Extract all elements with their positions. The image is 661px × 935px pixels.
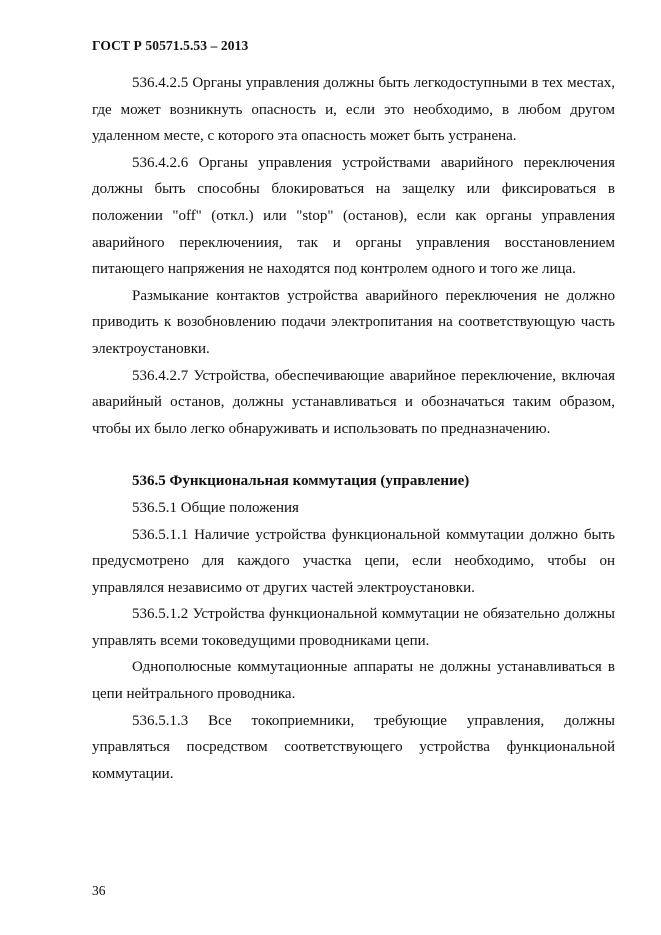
paragraph-536-5-1: 536.5.1 Общие положения — [132, 499, 299, 516]
paragraph-536-5-1-3: 536.5.1.3 Все токоприемники, требующие управления, должны управляться посредством соответствующего устройства функциональной коммутации. — [92, 712, 615, 782]
paragraph-single-pole: Однополюсные коммутационные аппараты не должны устанавливаться в цепи нейтрального проводника. — [92, 659, 615, 703]
page-number: 36 — [92, 883, 106, 898]
paragraph-536-4-2-7: 536.4.2.7 Устройства, обеспечивающие аварийное переключение, включая аварийный останов, должны устанавливаться и обозначаться таким образом, чтобы их было легко обнаруживать и использовать по предназначению. — [92, 367, 615, 437]
paragraph-536-5-1-2: 536.5.1.2 Устройства функциональной коммутации не обязательно должны управлять всеми токоведущими проводниками цепи. — [92, 606, 615, 649]
paragraph-536-5-1-1: 536.5.1.1 Наличие устройства функциональной коммутации должно быть предусмотрено для каждого участка цепи, если необходимо, чтобы он управлялся независимо от других частей электроустановки. — [92, 526, 615, 596]
paragraph-536-4-2-6: 536.4.2.6 Органы управления устройствами аварийного переключения должны быть способны блокироваться на защелку или фиксироваться в положении "off" (откл.) или "stop" (останов), если как органы управления аварийного переключениия, так и органы управления восстановлением питающего напряжения не находятся под контролем одного и того же лица. — [92, 154, 615, 278]
paragraph-536-4-2-5: 536.4.2.5 Органы управления должны быть легкодоступными в тех местах, где может возникнуть опасность и, если это необходимо, в любом другом удаленном месте, с которого эта опасность может быть устранена. — [92, 75, 615, 145]
document-header: ГОСТ Р 50571.5.53 – 2013 — [92, 38, 249, 53]
section-title: 536.5 Функциональная коммутация (управление) — [132, 473, 470, 490]
paragraph-contact-opening: Размыкание контактов устройства аварийного переключения не должно приводить к возобновлению подачи электропитания на соответствующую часть электроустановки. — [92, 287, 615, 357]
document-body — [92, 70, 615, 787]
